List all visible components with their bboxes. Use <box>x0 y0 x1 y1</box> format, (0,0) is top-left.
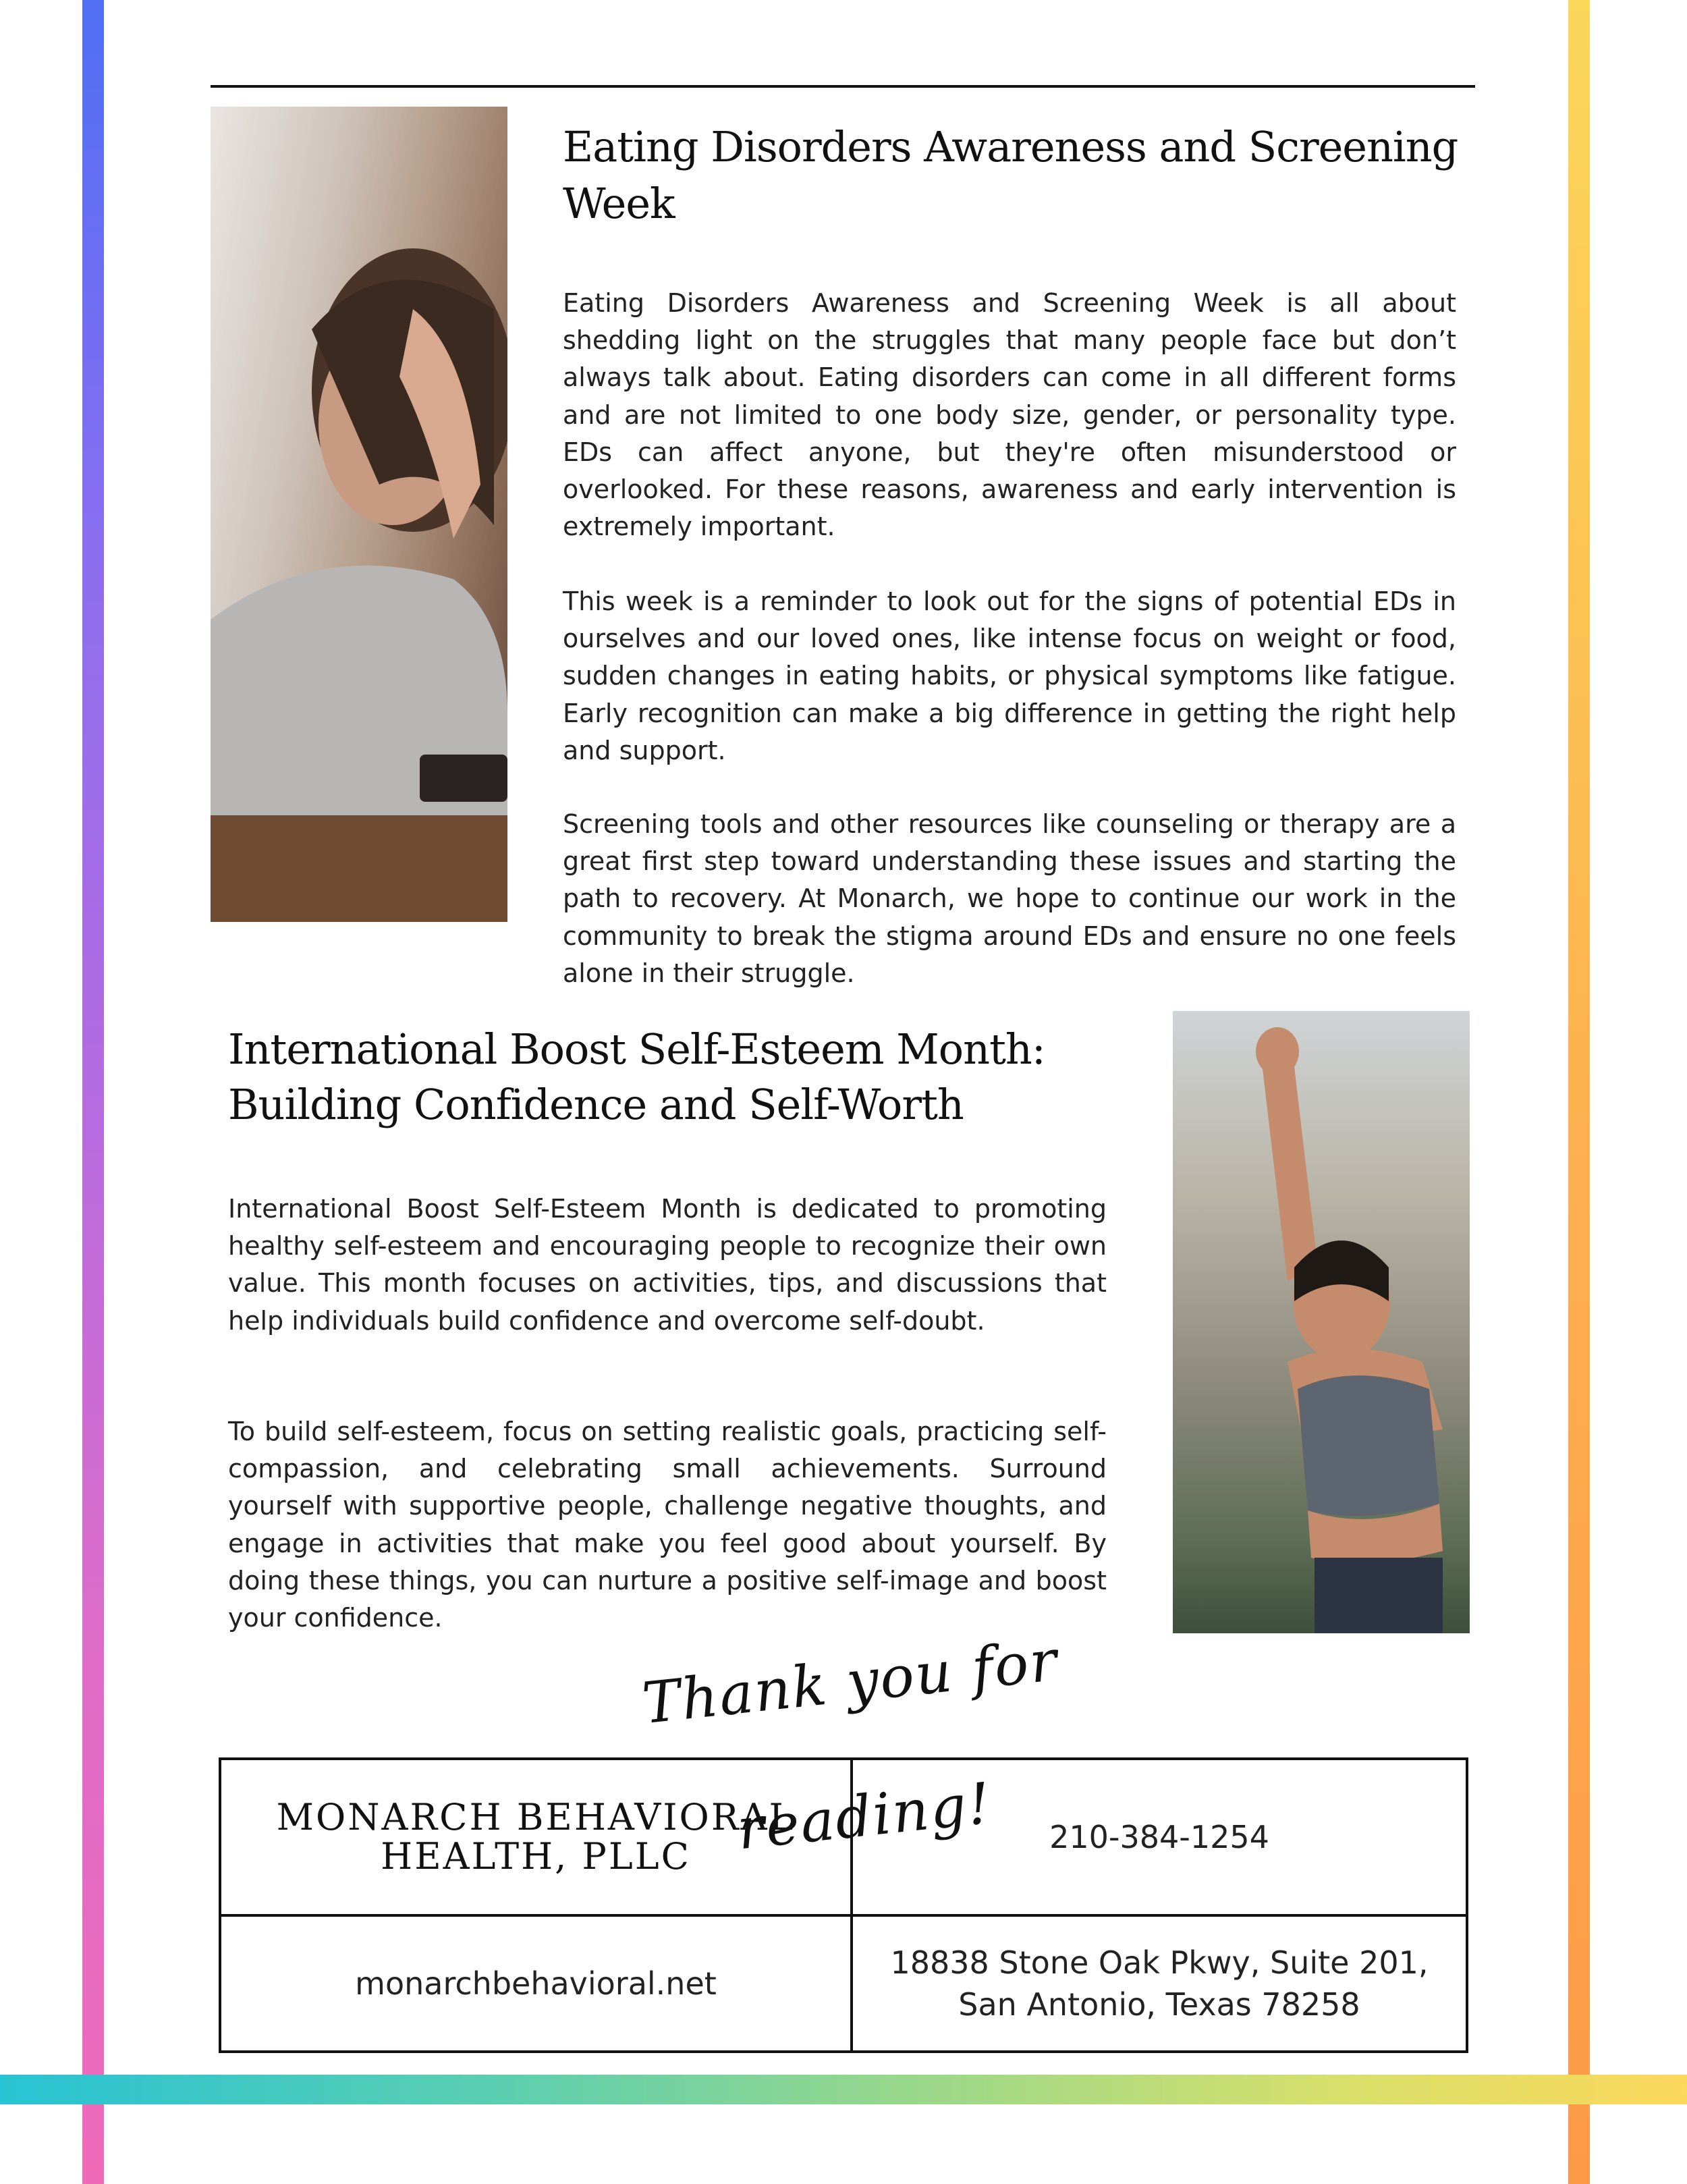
top-divider <box>211 85 1475 88</box>
self-esteem-heading-line-2: Building Confidence and Self-Worth <box>228 1080 964 1129</box>
self-esteem-paragraph-1: International Boost Self-Esteem Month is dedicated to promoting healthy self-esteem and encouraging people to recognize their own value. This month focuses on activities, tips, and discussions that help individuals build confidence and overcome self-doubt. <box>228 1194 1107 1336</box>
thank-you-signoff: Thank you for reading! <box>639 1627 1061 1863</box>
phone-number[interactable]: 210-384-1254 <box>1049 1819 1269 1855</box>
self-esteem-paragraph-2: To build self-esteem, focus on setting realistic goals, practicing self-compassion, and celebrating small achievements. Surround yourself with supportive people, challenge negative thoughts, and engage in activities that make you feel good about yourself. By doing these things, you can nurture a positive self-image and boost your confidence. <box>228 1417 1107 1633</box>
eating-disorders-paragraph-3: Screening tools and other resources like counseling or therapy are a great first step toward understanding these issues and starting the path to recovery. At Monarch, we hope to continue our work in the community to break the stigma around EDs and ensure no one feels alone in their struggle. <box>563 809 1456 988</box>
phone-cell <box>853 1760 1466 1917</box>
self-esteem-heading <box>228 1022 1132 1132</box>
website-cell <box>221 1917 853 2050</box>
contact-table <box>219 1757 1468 2053</box>
organization-cell <box>221 1760 853 1917</box>
address-line-1: 18838 Stone Oak Pkwy, Suite 201, <box>890 1944 1429 1981</box>
eating-disorders-heading: Eating Disorders Awareness and Screening Week <box>563 122 1458 228</box>
address-line-2: San Antonio, Texas 78258 <box>958 1986 1360 2023</box>
address-cell <box>853 1917 1466 2050</box>
organization-name-line-2: HEALTH, PLLC <box>381 1835 691 1878</box>
self-esteem-heading-line-1: International Boost Self-Esteem Month: <box>228 1025 1045 1074</box>
celebrating-woman-photo <box>1173 1011 1470 1633</box>
eating-disorders-paragraph-2: This week is a reminder to look out for the signs of potential EDs in ourselves and our loved ones, like intense focus on weight or food, sudden changes in eating habits, or physical symptoms like fatigue. Early recognition can make a big difference in getting the right help and support. <box>563 586 1456 765</box>
organization-name-line-1: MONARCH BEHAVIORAL <box>276 1796 796 1838</box>
right-gradient-bar <box>1568 0 1590 2184</box>
address <box>890 1942 1428 2025</box>
eating-disorders-paragraph-1: Eating Disorders Awareness and Screening Week is all about shedding light on the struggles that many people face but don’t always talk about. Eating disorders can come in all different forms and are not limited to one body size, gender, or personality type. EDs can affect anyone, but they're often misunderstood or overlooked. For these reasons, awareness and early intervention is extremely important. <box>563 288 1456 542</box>
bottom-gradient-bar <box>0 2075 1687 2104</box>
left-gradient-bar <box>82 0 104 2184</box>
website-link[interactable]: monarchbehavioral.net <box>355 1965 717 2002</box>
stressed-woman-photo <box>211 107 507 922</box>
organization-name <box>259 1798 812 1876</box>
